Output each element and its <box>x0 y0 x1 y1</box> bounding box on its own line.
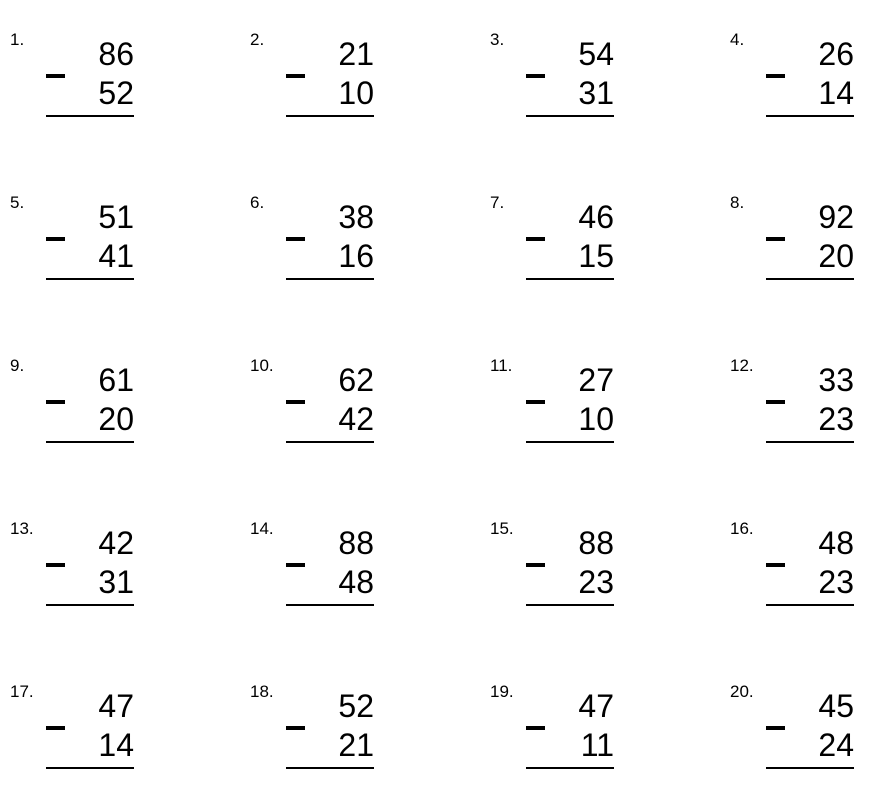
subtrahend: 21 <box>338 727 374 763</box>
problem-number: 10. <box>250 356 274 375</box>
problem-7 <box>490 189 620 279</box>
answer-line <box>46 278 134 280</box>
subtrahend: 42 <box>338 401 374 437</box>
minus-sign <box>526 563 545 567</box>
subtrahend: 15 <box>578 238 614 274</box>
answer-line <box>286 767 374 769</box>
minuend: 46 <box>578 199 614 235</box>
answer-line <box>766 278 854 280</box>
minus-sign <box>766 74 785 78</box>
minuend: 54 <box>578 36 614 72</box>
problem-number: 14. <box>250 519 274 538</box>
subtrahend: 31 <box>578 75 614 111</box>
minus-sign <box>286 400 305 404</box>
minuend: 92 <box>818 199 854 235</box>
problem-number: 7. <box>490 193 505 212</box>
problem-number: 5. <box>10 193 25 212</box>
problem-number: 6. <box>250 193 265 212</box>
problem-18 <box>250 678 380 768</box>
minus-sign <box>286 237 305 241</box>
minus-sign <box>526 237 545 241</box>
problem-number: 4. <box>730 30 745 49</box>
subtrahend: 23 <box>818 564 854 600</box>
minuend: 88 <box>578 525 614 561</box>
subtrahend: 24 <box>818 727 854 763</box>
problem-9 <box>10 352 140 442</box>
subtrahend: 10 <box>338 75 374 111</box>
answer-line <box>766 441 854 443</box>
subtrahend: 23 <box>578 564 614 600</box>
subtrahend: 10 <box>578 401 614 437</box>
problem-number: 19. <box>490 682 514 701</box>
problem-number: 15. <box>490 519 514 538</box>
minuend: 52 <box>338 688 374 724</box>
minuend: 21 <box>338 36 374 72</box>
problem-1 <box>10 26 140 116</box>
minuend: 42 <box>98 525 134 561</box>
minuend: 47 <box>98 688 134 724</box>
minus-sign <box>766 726 785 730</box>
problem-number: 8. <box>730 193 745 212</box>
answer-line <box>286 115 374 117</box>
answer-line <box>766 767 854 769</box>
problem-number: 16. <box>730 519 754 538</box>
minus-sign <box>526 400 545 404</box>
minuend: 47 <box>578 688 614 724</box>
problem-number: 9. <box>10 356 25 375</box>
subtrahend: 16 <box>338 238 374 274</box>
problem-number: 1. <box>10 30 25 49</box>
answer-line <box>526 115 614 117</box>
minuend: 27 <box>578 362 614 398</box>
minus-sign <box>286 726 305 730</box>
subtrahend: 41 <box>98 238 134 274</box>
minus-sign <box>46 563 65 567</box>
subtrahend: 23 <box>818 401 854 437</box>
problem-15 <box>490 515 620 605</box>
minuend: 48 <box>818 525 854 561</box>
answer-line <box>286 441 374 443</box>
subtrahend: 20 <box>818 238 854 274</box>
subtrahend: 31 <box>98 564 134 600</box>
subtrahend: 20 <box>98 401 134 437</box>
problem-12 <box>730 352 860 442</box>
problem-number: 2. <box>250 30 265 49</box>
subtrahend: 48 <box>338 564 374 600</box>
problem-number: 17. <box>10 682 34 701</box>
problem-number: 20. <box>730 682 754 701</box>
problem-number: 3. <box>490 30 505 49</box>
answer-line <box>286 278 374 280</box>
minus-sign <box>286 563 305 567</box>
subtrahend: 11 <box>580 727 614 763</box>
problem-17 <box>10 678 140 768</box>
subtrahend: 14 <box>98 727 134 763</box>
answer-line <box>46 441 134 443</box>
problem-8 <box>730 189 860 279</box>
minuend: 62 <box>338 362 374 398</box>
answer-line <box>766 604 854 606</box>
answer-line <box>46 767 134 769</box>
problem-number: 18. <box>250 682 274 701</box>
answer-line <box>526 278 614 280</box>
problem-20 <box>730 678 860 768</box>
problem-number: 12. <box>730 356 754 375</box>
minuend: 61 <box>98 362 134 398</box>
problem-number: 11. <box>490 356 513 375</box>
minus-sign <box>46 74 65 78</box>
minus-sign <box>46 726 65 730</box>
minuend: 38 <box>338 199 374 235</box>
answer-line <box>46 115 134 117</box>
problem-4 <box>730 26 860 116</box>
minus-sign <box>286 74 305 78</box>
minuend: 45 <box>818 688 854 724</box>
minuend: 86 <box>98 36 134 72</box>
answer-line <box>526 604 614 606</box>
problem-11 <box>490 352 620 442</box>
problem-2 <box>250 26 380 116</box>
minus-sign <box>766 563 785 567</box>
problem-number: 13. <box>10 519 34 538</box>
answer-line <box>766 115 854 117</box>
subtrahend: 52 <box>98 75 134 111</box>
minuend: 51 <box>98 199 134 235</box>
answer-line <box>526 767 614 769</box>
minuend: 33 <box>818 362 854 398</box>
problem-10 <box>250 352 380 442</box>
problem-6 <box>250 189 380 279</box>
minus-sign <box>46 237 65 241</box>
problem-3 <box>490 26 620 116</box>
minuend: 88 <box>338 525 374 561</box>
problem-14 <box>250 515 380 605</box>
minus-sign <box>46 400 65 404</box>
minus-sign <box>526 726 545 730</box>
minuend: 26 <box>818 36 854 72</box>
minus-sign <box>526 74 545 78</box>
answer-line <box>526 441 614 443</box>
minus-sign <box>766 400 785 404</box>
subtrahend: 14 <box>818 75 854 111</box>
problem-13 <box>10 515 140 605</box>
minus-sign <box>766 237 785 241</box>
problem-5 <box>10 189 140 279</box>
answer-line <box>286 604 374 606</box>
problem-19 <box>490 678 620 768</box>
problem-16 <box>730 515 860 605</box>
answer-line <box>46 604 134 606</box>
